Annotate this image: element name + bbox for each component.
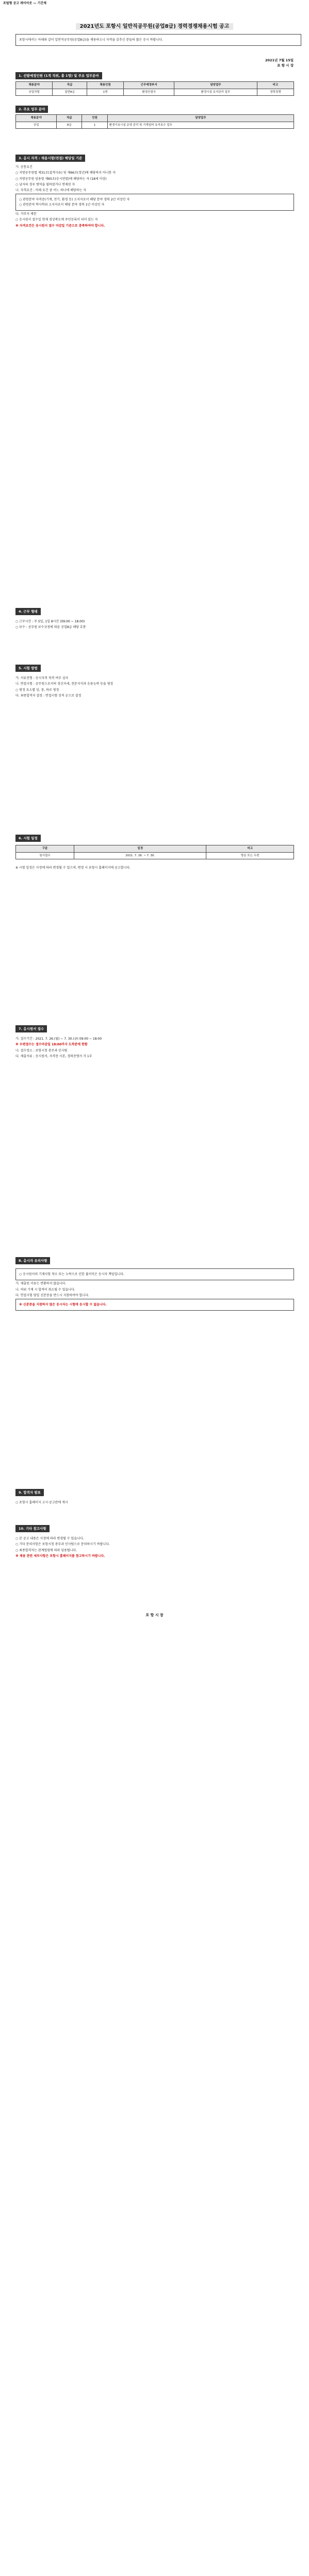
section-5-title: 5. 시험 방법 [15, 665, 41, 672]
page-title: 2021년도 포항시 일반직공무원(공업8급) 경력경쟁채용시험 공고 [0, 23, 309, 31]
section-9-title: 9. 합격자 발표 [15, 1489, 44, 1496]
site-title: 포털형 공고 레이아웃 — 기간제 [3, 2, 46, 5]
section-3-body: 가. 공통요건 ○ 지방공무원법 제31조(결격사유) 및 제66조(정년)에 해당하지 아니한 자 ○ 지방공무원 임용령 제65조(응시연령)에 해당하는 자 (18세 이상) ○ 남자의 경우 병역을 필하였거나 면제된 자 나. 자격요건 : 아래 요건 중 어느 하나에 해당하는 자 ○ 관련분야 자격증(기계, 전기, 환경 등) 소지자로서 해당 분야 경력 2년 이상인 자 ○ 관련분야 학사학위 소지자로서 해당 분야 경력 1년 이상인 자 다. 거주지 제한 ○ 응시원서 접수일 현재 경상북도에 주민등록이 되어 있는 자 ※ 자격요건은 응시원서 접수 마감일 기준으로 충족하여야 합니다. [15, 164, 294, 229]
section-6-notes: ※ 시험 일정은 사정에 따라 변경될 수 있으며, 변경 시 포항시 홈페이지에 공고합니다. [15, 866, 131, 870]
section-2-title: 2. 주요 업무 분야 [15, 106, 48, 113]
section-5-body: 가. 서류전형 : 응시자격 적격 여부 심사 나. 면접시험 : 공무원으로서의 정신자세, 전문지식과 응용능력 등을 평정 ○ 평정 요소별 상, 중, 하로 평정 다. 최종합격자 결정 : 면접시험 성적 순으로 결정 [15, 676, 113, 698]
position-table: 채용분야 직급 채용인원 근무예정부서 담당업무 비고 공업직렬 일반8급 1명 환경산림국 환경시설 유지관리 업무 경력경쟁 [15, 81, 294, 96]
section-4-title: 4. 근무 형태 [15, 608, 41, 615]
duty-table: 채용분야 직급 인원 담당업무 공업 8급 1 환경기초시설 운영 관리 및 기계설비 유지보수 업무 [15, 114, 294, 129]
section-9-body: ○ 포항시 홈페이지 고시·공고란에 게시 [15, 1501, 68, 1504]
section-8-body: ○ 응시원서의 기재사항 착오 또는 누락으로 인한 불이익은 응시자 책임입니다. 가. 제출된 서류는 반환하지 않습니다. 나. 허위 기재 시 합격이 취소될 수 있습니다. 다. 면접시험 당일 신분증을 반드시 지참하여야 합니다. ※ 신분증을 지참하지 않은 응시자는 시험에 응시할 수 없습니다. [15, 1267, 294, 1312]
date-line: 2021년 7월 15일 포 항 시 장 [265, 58, 294, 68]
intro-box: 포항시에서는 아래와 같이 일반직공무원(공업8급)을 채용하오니 자격을 갖추신 분들의 많은 응시 바랍니다. [15, 34, 301, 46]
section-6-title: 6. 시험 일정 [15, 835, 41, 842]
section-4-body: ○ 근무시간 : 주 5일, 1일 8시간 (09:00 ~ 18:00) ○ 보수 : 공무원 보수규정에 따른 공업8급 해당 호봉 [15, 620, 86, 630]
section-1-title: 1. 선발예정인원 (1개 직위, 총 1명) 및 주요 업무분야 [15, 72, 102, 79]
section-8-title: 8. 응시자 유의사항 [15, 1257, 50, 1264]
section-3-title: 3. 응시 자격 : 채용시험(면접) 해당일 기준 [15, 155, 85, 162]
footer-issuer: 포 항 시 장 [145, 1613, 164, 1617]
section-10-title: 10. 기타 참고사항 [15, 1525, 50, 1532]
section-7-body: 가. 접수기간 : 2021. 7. 26.(월) ~ 7. 30.(금) 09:00 ~ 18:00 ※ 우편접수는 접수마감일 18:00까지 도착분에 한함 나. 접수장소 : 포항시청 총무과 인사팀 다. 제출서류 : 응시원서, 자격증 사본, 경력증명서 각 1부 [15, 1037, 102, 1058]
section-10-body: ○ 본 공고 내용은 사정에 따라 변경될 수 있습니다. ○ 기타 문의사항은 포항시청 총무과 인사팀으로 문의하시기 바랍니다. ○ 최종합격자는 관계법령에 따라 임용됩니다. ※ 채용 관련 세부사항은 포항시 홈페이지를 참고하시기 바랍니다. [15, 1537, 110, 1558]
section-7-title: 7. 응시원서 접수 [15, 1025, 47, 1032]
schedule-table: 구분 일정 비고 원서접수 2021. 7. 26. ~ 7. 30. 방문 또는 우편 [15, 845, 294, 859]
